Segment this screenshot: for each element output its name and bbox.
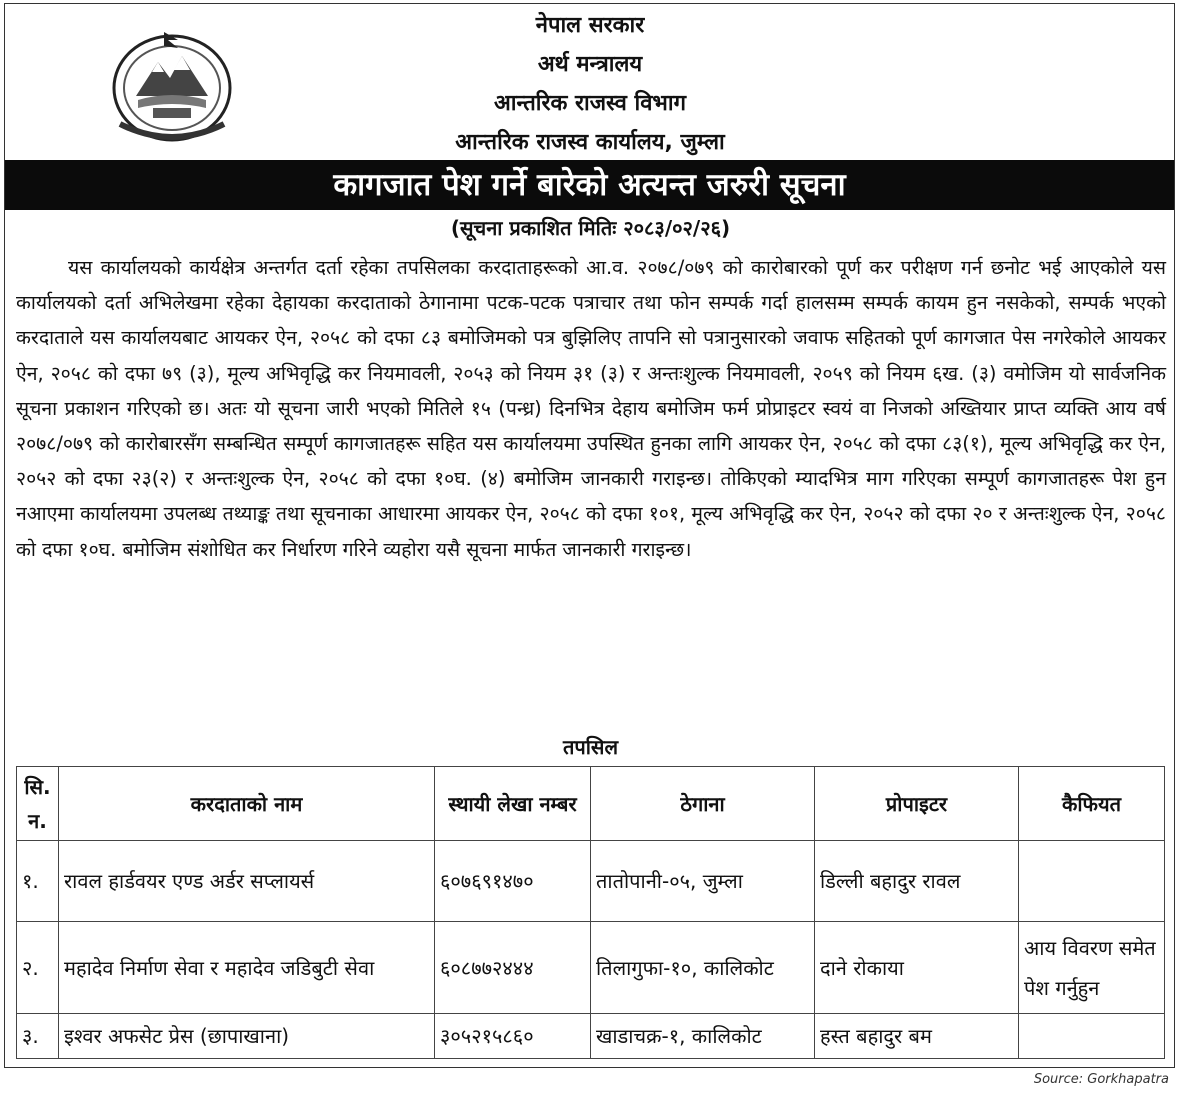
- column-header-proprietor: प्रोपाइटर: [815, 767, 1019, 841]
- office-name: आन्तरिक राजस्व कार्यालय, जुम्ला: [455, 130, 725, 155]
- cell-name: महादेव निर्माण सेवा र महादेव जडिबुटी सेवा: [59, 922, 435, 1014]
- cell-pan: ३०५२१५८६०: [435, 1014, 591, 1059]
- cell-address: तिलागुफा-१०, कालिकोट: [591, 922, 815, 1014]
- list-heading: तपसिल: [562, 735, 619, 759]
- column-header-name: करदाताको नाम: [59, 767, 435, 841]
- cell-name: इश्वर अफसेट प्रेस (छापाखाना): [59, 1014, 435, 1059]
- cell-address: खाडाचक्र-१, कालिकोट: [591, 1014, 815, 1059]
- column-header-sn: सि. न.: [17, 767, 59, 841]
- cell-sn: ३.: [17, 1014, 59, 1059]
- table-row: [17, 1014, 1165, 1059]
- notice-title: कागजात पेश गर्ने बारेको अत्यन्त जरुरी सूचना: [5, 160, 1174, 210]
- column-header-remarks: कैफियत: [1019, 767, 1165, 841]
- table-header-row: [17, 767, 1165, 841]
- table-row: [17, 841, 1165, 922]
- notice-body: यस कार्यालयको कार्यक्षेत्र अन्तर्गत दर्ता रहेका तपसिलका करदाताहरूको आ.व. २०७८/०७९ को कारोबारको पूर्ण कर परीक्षण गर्न छनोट भई आएकोले यस कार्यालयको दर्ता अभिलेखमा रहेका देहायका करदाताको ठेगानामा पटक-पटक पत्राचार तथा फोन सम्पर्क गर्दा हालसम्म सम्पर्क कायम हुन नसकेको, सम्पर्क भएको करदाताले यस कार्यालयबाट आयकर ऐन, २०५८ को दफा ८३ बमोजिमको पत्र बुझिलिए तापनि सो पत्रानुसारको जवाफ सहितको पूर्ण कागजात पेस नगरेकोले आयकर ऐन, २०५८ को दफा ७९ (३), मूल्य अभिवृद्धि कर नियमावली, २०५३ को नियम ३१ (३) र अन्तःशुल्क नियमावली, २०५९ को नियम ६ख. (३) वमोजिम यो सार्वजनिक सूचना प्रकाशन गरिएको छ। अतः यो सूचना जारी भएको मितिले १५ (पन्ध्र) दिनभित्र देहाय बमोजिम फर्म प्रोप्राइटर स्वयं वा निजको अख्तियार प्राप्त व्यक्ति आय वर्ष २०७८/०७९ को कारोबारसँग सम्बन्धित सम्पूर्ण कागजातहरू सहित यस कार्यालयमा उपस्थित हुनका लागि आयकर ऐन, २०५८ को दफा ८३(१), मूल्य अभिवृद्धि कर ऐन, २०५२ को दफा २३(२) र अन्तःशुल्क ऐन, २०५८ को दफा १०घ. (४) बमोजिम जानकारी गराइन्छ। तोकिएको म्यादभित्र माग गरिएका सम्पूर्ण कागजातहरू पेश हुन नआएमा कार्यालयमा उपलब्ध तथ्याङ्क तथा सूचनाका आधारमा आयकर ऐन, २०५८ को दफा १०१, मूल्य अभिवृद्धि कर ऐन, २०५२ को दफा २० र अन्तःशुल्क ऐन, २०५८ को दफा १०घ. बमोजिम संशोधित कर निर्धारण गरिने व्यहोरा यसै सूचना मार्फत जानकारी गराइन्छ।: [16, 256, 1166, 561]
- cell-address: तातोपानी-०५, जुम्ला: [591, 841, 815, 922]
- cell-name: रावल हार्डवयर एण्ड अर्डर सप्लायर्स: [59, 841, 435, 922]
- column-header-address: ठेगाना: [591, 767, 815, 841]
- department-name: आन्तरिक राजस्व विभाग: [493, 91, 686, 116]
- published-date: (सूचना प्रकाशित मितिः २०८३/०२/२६): [450, 216, 731, 240]
- taxpayer-table: [16, 766, 1165, 1059]
- cell-remarks: [1019, 841, 1165, 922]
- cell-sn: २.: [17, 922, 59, 1014]
- source-credit: Source: Gorkhapatra: [1033, 1072, 1169, 1087]
- government-name: नेपाल सरकार: [535, 13, 645, 38]
- nepal-emblem-icon: [108, 26, 236, 144]
- cell-remarks: आय विवरण समेत पेश गर्नुहुन: [1019, 922, 1165, 1014]
- ministry-name: अर्थ मन्त्रालय: [537, 52, 643, 77]
- cell-proprietor: हस्त बहादुर बम: [815, 1014, 1019, 1059]
- cell-sn: १.: [17, 841, 59, 922]
- cell-pan: ६०८७७२४४४: [435, 922, 591, 1014]
- cell-proprietor: डिल्ली बहादुर रावल: [815, 841, 1019, 922]
- column-header-pan: स्थायी लेखा नम्बर: [435, 767, 591, 841]
- header-block: [300, 6, 880, 162]
- cell-proprietor: दाने रोकाया: [815, 922, 1019, 1014]
- cell-pan: ६०७६९१४७०: [435, 841, 591, 922]
- table-row: [17, 922, 1165, 1014]
- cell-remarks: [1019, 1014, 1165, 1059]
